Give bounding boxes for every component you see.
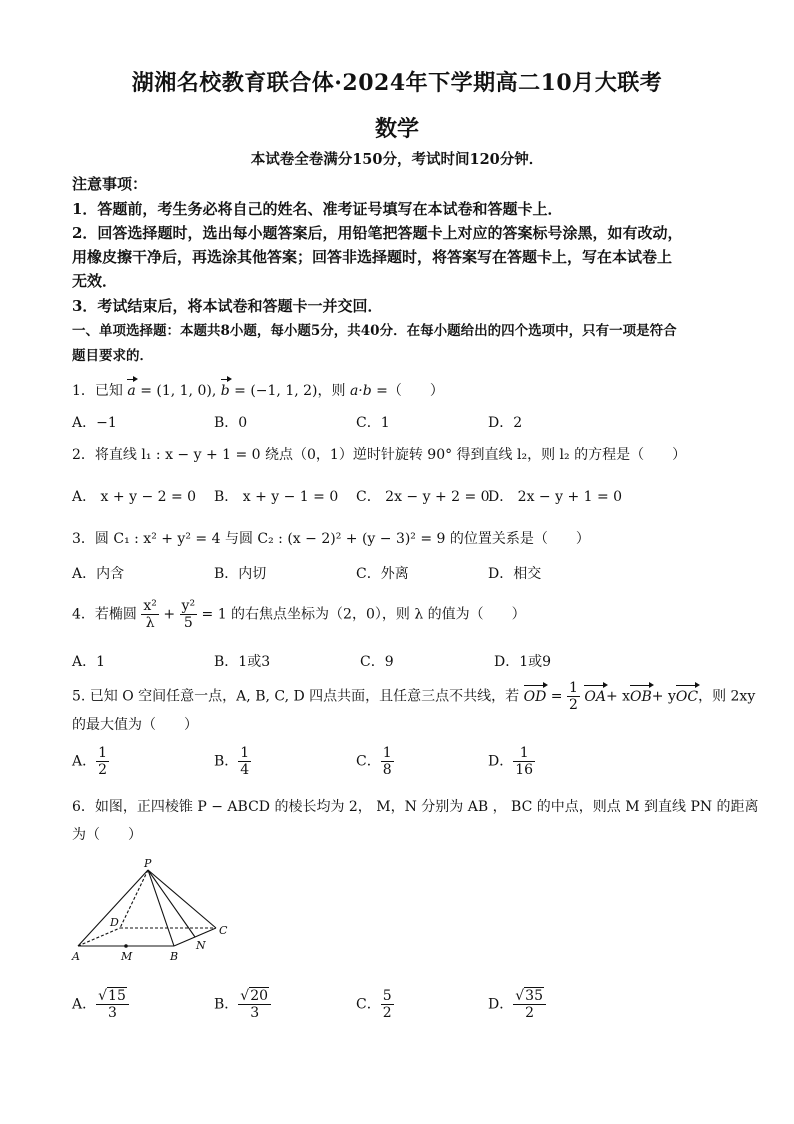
note-item-2-line-2: 用橡皮擦干净后，再选涂其他答案；回答非选择题时，将答案写在答题卡上，写在本试卷上: [72, 248, 673, 266]
q2-option-c: C． 2x − y + 2 = 0: [356, 489, 490, 505]
vector-b: b: [221, 380, 230, 402]
q1-option-b: B．0: [214, 415, 248, 431]
exam-info: 本试卷全卷满分150分，考试时间120分钟．: [250, 151, 544, 168]
q6-option-b: B． $\frac{√20}{3}$: [214, 988, 271, 1021]
question-5: 5. 已知 O 空间任意一点，A, B, C, D 四点共面，且任意三点不共线，若 OD = $\frac{1}{2}$ OA+ xOB+ yOC，则 2xy: [72, 680, 756, 713]
note-item-2-line-1: 2．回答选择题时，选出每小题答案后，用铅笔把答题卡上对应的答案标号涂黑，如有改动，: [72, 224, 683, 242]
q5-option-b: B． $\frac{1}{4}$: [214, 745, 250, 778]
subject-heading: 数学: [374, 116, 419, 142]
q4-option-d: D．1或9: [494, 654, 552, 670]
label-C: C: [219, 924, 228, 937]
vector-a: a: [127, 380, 135, 402]
note-item-3: 3．考试结束后，将本试卷和答题卡一并交回．: [72, 297, 383, 315]
q2-option-d: D． 2x − y + 1 = 0: [488, 489, 623, 505]
q2-option-a: A． x + y − 2 = 0: [72, 489, 197, 505]
question-5-line-2: 的最大值为（ ）: [72, 717, 198, 733]
question-4: 4．若椭圆 $\frac{\text{x²}}{\lambda}$ + $\frac{\text{y²}}{5}$ = 1 的右焦点坐标为（2，0），则 λ 的值为（ ）: [72, 598, 526, 631]
label-P: P: [144, 857, 152, 870]
q5-option-a: A． $\frac{1}{2}$: [72, 745, 108, 778]
q6-option-a: A． $\frac{√15}{3}$: [72, 988, 129, 1021]
q4-option-a: A．1: [72, 654, 106, 670]
q5-option-d: D． $\frac{1}{16}$: [488, 745, 534, 778]
question-1: 1．已知 a = (1, 1, 0), b = (−1, 1, 2)，则 a·b =（ ）: [72, 380, 752, 402]
fraction-x2-lambda: $\frac{\text{x²}}{\lambda}$: [143, 598, 157, 631]
edge-AD: [78, 928, 120, 946]
dot-product: a·b: [349, 383, 372, 399]
q1-option-a: A．−1: [72, 415, 117, 431]
question-6-line-1: 6．如图，正四棱锥 P − ABCD 的棱长均为 2， M，N 分别为 AB ， BC 的中点，则点 M 到直线 PN 的距离: [72, 799, 759, 815]
q3-option-d: D．相交: [488, 566, 542, 582]
fraction-y2-5: $\frac{\text{y²}}{5}$: [181, 598, 196, 631]
section-1-line-1: 一、单项选择题：本题共8小题，每小题5分，共40分．在每小题给出的四个选项中，只有一项是符合: [72, 323, 677, 339]
pyramid-figure: [66, 856, 236, 966]
question-3: 3．圆 C₁ : x² + y² = 4 与圆 C₂ : (x − 2)² + (y − 3)² = 9 的位置关系是（ ）: [72, 531, 590, 547]
question-6-line-2: 为（ ）: [72, 827, 142, 843]
q2-option-b: B． x + y − 1 = 0: [214, 489, 339, 505]
question-2: 2．将直线 l₁ : x − y + 1 = 0 绕点（0，1）逆时针旋转 90° 得到直线 l₂，则 l₂ 的方程是（ ）: [72, 447, 687, 463]
edge-PD: [120, 870, 148, 928]
q6-option-d: D． $\frac{√35}{2}$: [488, 988, 546, 1021]
point-M: [124, 944, 128, 948]
q4-option-b: B．1或3: [214, 654, 271, 670]
q3-option-a: A．内含: [72, 566, 125, 582]
notes-heading: 注意事项：: [72, 175, 148, 193]
label-M: M: [121, 950, 133, 963]
q1-option-c: C．1: [356, 415, 390, 431]
exam-title: 湖湘名校教育联合体·2024年下学期高二10月大联考: [131, 70, 663, 96]
edge-PA: [78, 870, 148, 946]
q1-option-d: D．2: [488, 415, 523, 431]
q4-option-c: C．9: [360, 654, 394, 670]
label-B: B: [170, 950, 179, 963]
label-A: A: [72, 950, 80, 963]
label-D: D: [110, 916, 119, 929]
section-1-line-2: 题目要求的．: [72, 348, 153, 364]
note-item-1: 1．答题前，考生务必将自己的姓名、准考证号填写在本试卷和答题卡上．: [72, 200, 563, 218]
note-item-2-line-3: 无效．: [72, 272, 118, 290]
q5-option-c: C． $\frac{1}{8}$: [356, 745, 392, 778]
q6-option-c: C． $\frac{5}{2}$: [356, 988, 392, 1021]
q3-option-b: B．内切: [214, 566, 267, 582]
q3-option-c: C．外离: [356, 566, 409, 582]
label-N: N: [196, 939, 206, 952]
fraction-half: $\frac{1}{2}$: [568, 680, 578, 713]
